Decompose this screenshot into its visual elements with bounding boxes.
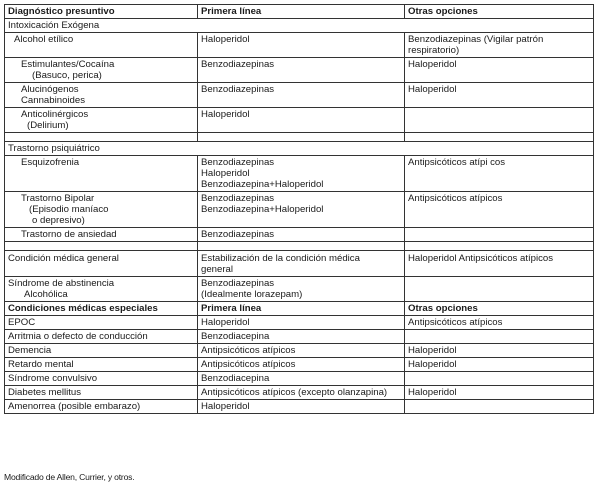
- other-options-cell: Antipsicóticos atípicos: [405, 316, 594, 330]
- diagnosis-cell: [5, 108, 198, 133]
- table-row: [5, 192, 594, 228]
- condition-cell: Retardo mental: [5, 358, 198, 372]
- spacer-row: [5, 133, 594, 142]
- table-row: [5, 251, 594, 277]
- diagnosis-text: (Episodio maníaco: [29, 204, 109, 215]
- diagnosis-text: Alcohol etílico: [14, 34, 74, 45]
- diagnosis-cell: [5, 192, 198, 228]
- table-row: [5, 372, 594, 386]
- other-options-text: Haloperidol: [408, 59, 457, 70]
- table-row: [5, 358, 594, 372]
- diagnosis-text: (Basuco, perica): [32, 70, 102, 81]
- diagnosis-text: (Delirium): [27, 120, 69, 131]
- other-options-text: Antipsicóticos atípicos: [408, 193, 503, 204]
- diagnosis-cell: [5, 33, 198, 58]
- table-row: [5, 108, 594, 133]
- other-options-cell: Haloperidol: [405, 344, 594, 358]
- first-line-cell: Benzodiacepina: [198, 372, 405, 386]
- diagnosis-text: Condición médica general: [8, 253, 119, 264]
- diagnosis-cell: [5, 156, 198, 192]
- table-row: [5, 386, 594, 400]
- diagnosis-text: Cannabinoides: [21, 95, 86, 106]
- first-line-text: Benzodiazepinas: [201, 157, 275, 168]
- condition-cell: Síndrome convulsivo: [5, 372, 198, 386]
- table-row: [5, 58, 594, 83]
- condition-cell: EPOC: [5, 316, 198, 330]
- first-line-cell: [198, 192, 405, 228]
- header-other-options: Otras opciones: [405, 5, 594, 19]
- special-header-conditions: Condiciones médicas especiales: [5, 302, 198, 316]
- special-header-first-line: Primera línea: [198, 302, 405, 316]
- table-row: [5, 33, 594, 58]
- diagnosis-text: Alucinógenos: [21, 84, 79, 95]
- section-row-psychiatric: [5, 142, 594, 156]
- diagnosis-text: Anticolinérgicos: [21, 109, 89, 120]
- other-options-cell: [405, 58, 594, 83]
- first-line-cell: [198, 108, 405, 133]
- spacer-row: [5, 242, 594, 251]
- other-options-cell: [405, 108, 594, 133]
- table-row: [5, 316, 594, 330]
- first-line-text: Haloperidol: [201, 34, 250, 45]
- other-options-cell: [405, 156, 594, 192]
- special-header-row: [5, 302, 594, 316]
- diagnosis-cell: [5, 58, 198, 83]
- diagnosis-text: Esquizofrenia: [21, 157, 80, 168]
- first-line-text: Benzodiazepinas: [201, 193, 275, 204]
- first-line-text: Estabilización de la condición médica: [201, 253, 360, 264]
- first-line-cell: [198, 58, 405, 83]
- first-line-text: Benzodiazepinas: [201, 229, 275, 240]
- other-options-cell: [405, 330, 594, 344]
- other-options-cell: [405, 277, 594, 302]
- table-row: [5, 83, 594, 108]
- section-title-psychiatric: Trastorno psiquiátrico: [5, 142, 594, 156]
- other-options-cell: [405, 400, 594, 414]
- other-options-cell: Haloperidol: [405, 386, 594, 400]
- first-line-text: general: [201, 264, 234, 275]
- table-row: [5, 330, 594, 344]
- table-row: [5, 156, 594, 192]
- diagnosis-text: Trastorno de ansiedad: [21, 229, 117, 240]
- section-row-intoxication: [5, 19, 594, 33]
- table-row: [5, 277, 594, 302]
- condition-cell: Diabetes mellitus: [5, 386, 198, 400]
- first-line-cell: Haloperidol: [198, 400, 405, 414]
- diagnosis-cell: [5, 277, 198, 302]
- first-line-text: Haloperidol: [201, 168, 250, 179]
- other-options-text: Antipsicóticos atípi cos: [408, 157, 506, 168]
- other-options-cell: [405, 83, 594, 108]
- first-line-text: Benzodiazepinas: [201, 59, 275, 70]
- diagnosis-text: Síndrome de abstinencia: [8, 278, 115, 289]
- other-options-cell: Haloperidol: [405, 358, 594, 372]
- special-header-other-options: Otras opciones: [405, 302, 594, 316]
- first-line-cell: [198, 33, 405, 58]
- first-line-cell: [198, 277, 405, 302]
- table-row: [5, 344, 594, 358]
- first-line-cell: [198, 156, 405, 192]
- first-line-text: Benzodiazepina+Haloperidol: [201, 204, 324, 215]
- first-line-cell: [198, 83, 405, 108]
- diagnosis-text: Estimulantes/Cocaína: [21, 59, 115, 70]
- header-diagnosis: Diagnóstico presuntivo: [5, 5, 198, 19]
- first-line-text: Haloperidol: [201, 109, 250, 120]
- condition-cell: Arritmia o defecto de conducción: [5, 330, 198, 344]
- condition-cell: Demencia: [5, 344, 198, 358]
- first-line-text: (Idealmente lorazepam): [201, 289, 303, 300]
- other-options-text: Benzodiazepinas (Vigilar patrón: [408, 34, 544, 45]
- first-line-text: Benzodiazepina+Haloperidol: [201, 179, 324, 190]
- first-line-cell: Haloperidol: [198, 316, 405, 330]
- table-row: [5, 400, 594, 414]
- first-line-text: Benzodiazepinas: [201, 84, 275, 95]
- diagnosis-cell: [5, 251, 198, 277]
- header-first-line: Primera línea: [198, 5, 405, 19]
- table-header-row: [5, 5, 594, 19]
- other-options-cell: [405, 228, 594, 242]
- condition-cell: Amenorrea (posible embarazo): [5, 400, 198, 414]
- first-line-text: Benzodiazepinas: [201, 278, 275, 289]
- first-line-cell: Benzodiacepina: [198, 330, 405, 344]
- other-options-text: respiratorio): [408, 45, 460, 56]
- other-options-cell: [405, 372, 594, 386]
- other-options-cell: [405, 251, 594, 277]
- other-options-cell: [405, 192, 594, 228]
- diagnosis-text: Trastorno Bipolar: [21, 193, 95, 204]
- diagnosis-text: Alcohólica: [24, 289, 68, 300]
- diagnosis-cell: [5, 83, 198, 108]
- source-footnote: Modificado de Allen, Currier, y otros.: [4, 472, 135, 482]
- first-line-cell: Antipsicóticos atípicos: [198, 358, 405, 372]
- diagnosis-cell: [5, 228, 198, 242]
- other-options-text: Haloperidol: [408, 84, 457, 95]
- first-line-cell: Antipsicóticos atípicos (excepto olanzapina): [198, 386, 405, 400]
- other-options-text: Haloperidol Antipsicóticos atípicos: [408, 253, 554, 264]
- diagnosis-text: o depresivo): [32, 215, 85, 226]
- other-options-cell: [405, 33, 594, 58]
- first-line-cell: Antipsicóticos atípicos: [198, 344, 405, 358]
- treatment-table: [4, 4, 594, 414]
- section-title-intoxication: Intoxicación Exógena: [5, 19, 594, 33]
- table-row: [5, 228, 594, 242]
- first-line-cell: [198, 251, 405, 277]
- first-line-cell: [198, 228, 405, 242]
